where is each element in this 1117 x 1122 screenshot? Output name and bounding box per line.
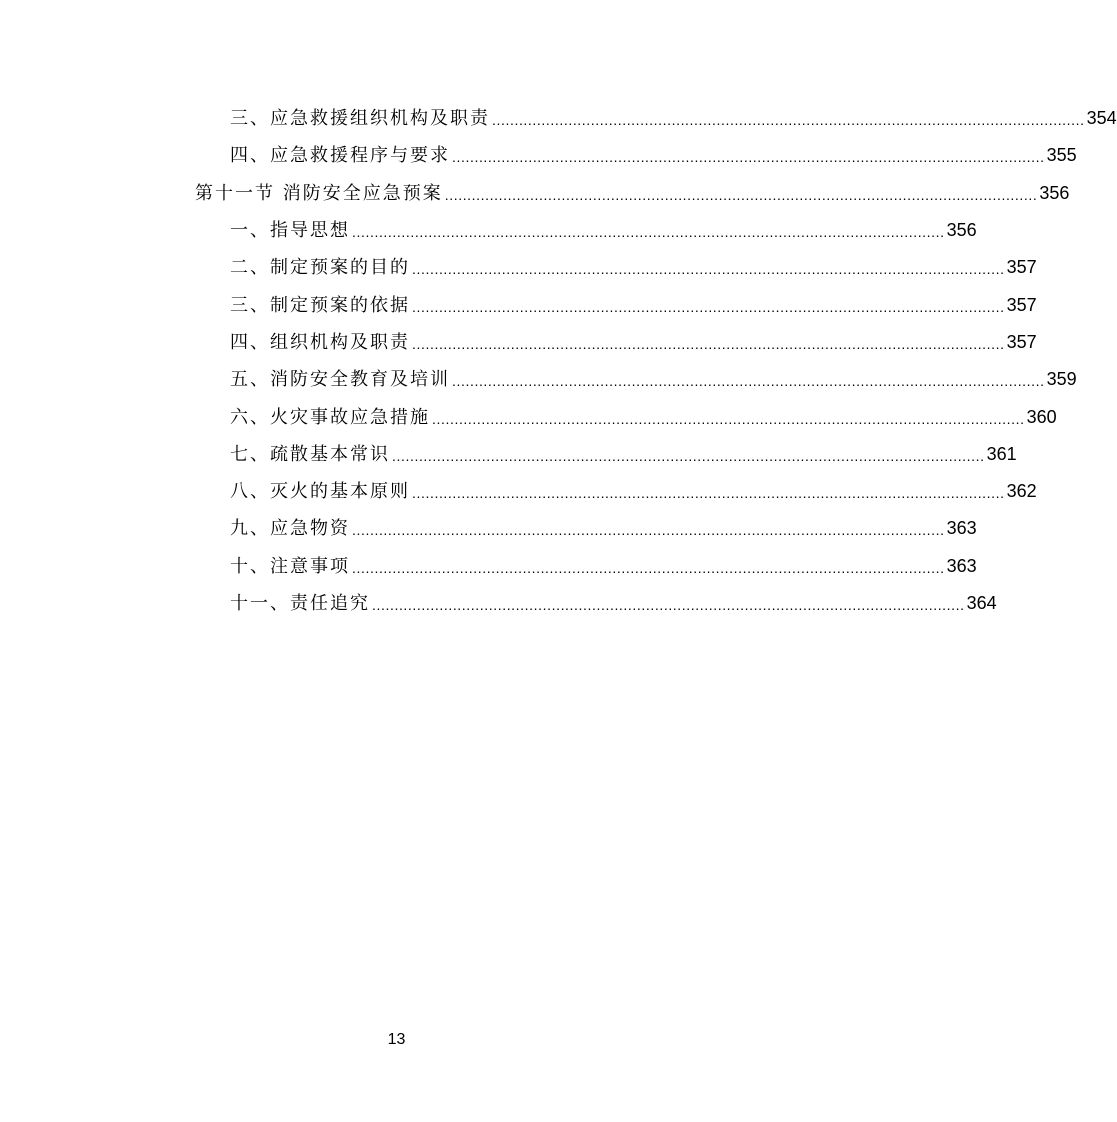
toc-entry-page: 361 [986,443,1017,464]
toc-entry[interactable] [0,286,1037,323]
toc-entry-title: 三、应急救援组织机构及职责 [230,108,490,130]
toc-entry-page: 357 [1006,294,1037,315]
toc-leader-dots: .................................................................................................................................... [352,224,945,241]
toc-leader-dots: .................................................................................................................................... [452,373,1045,390]
toc-entry-page: 357 [1006,257,1037,278]
toc-entry[interactable] [0,436,1017,473]
toc-entry-title: 九、应急物资 [230,518,350,540]
toc-entry-title: 三、制定预案的依据 [230,294,410,316]
toc-entry[interactable] [0,249,1037,286]
toc-leader-dots: .................................................................................................................................... [444,186,1038,203]
toc-entry[interactable] [0,175,1070,212]
table-of-contents [0,100,1117,622]
toc-leader-dots: .................................................................................................................................... [372,597,965,613]
toc-entry[interactable] [0,324,1037,361]
toc-entry-page: 362 [1006,481,1037,502]
toc-entry-title: 十一、责任追究 [230,593,370,614]
toc-entry-page: 364 [966,593,997,613]
toc-entry-title: 十、注意事项 [230,555,350,577]
toc-entry-page: 354 [1086,108,1117,129]
toc-entry-title: 四、应急救援程序与要求 [230,145,450,167]
toc-entry-page: 355 [1046,145,1077,166]
toc-entry-page: 356 [946,220,977,241]
toc-leader-dots: .................................................................................................................................... [352,559,945,576]
toc-entry[interactable] [0,585,997,622]
toc-leader-dots: .................................................................................................................................... [412,298,1005,315]
toc-leader-dots: .................................................................................................................................... [392,447,985,464]
toc-entry[interactable] [0,548,977,585]
toc-entry-title: 五、消防安全教育及培训 [230,369,450,391]
toc-entry[interactable] [0,212,977,249]
toc-leader-dots: .................................................................................................................................... [452,149,1045,166]
toc-entry-title: 七、疏散基本常识 [230,443,390,465]
toc-entry[interactable] [0,361,1077,398]
toc-entry-title: 四、组织机构及职责 [230,331,410,353]
toc-entry[interactable] [0,510,977,547]
toc-entry[interactable] [0,137,1077,174]
toc-entry-title: 一、指导思想 [230,220,350,242]
toc-leader-dots: .................................................................................................................................... [412,261,1005,278]
toc-entry-page: 359 [1046,369,1077,390]
toc-entry-page: 356 [1039,182,1070,203]
toc-entry-page: 360 [1026,406,1057,427]
toc-entry-title: 二、制定预案的目的 [230,257,410,279]
toc-entry[interactable] [0,398,1057,435]
toc-entry-title: 第十一节 消防安全应急预案 [195,182,443,204]
toc-leader-dots: .................................................................................................................................... [412,485,1005,502]
toc-entry[interactable] [0,473,1037,510]
toc-leader-dots: .................................................................................................................................... [432,410,1025,427]
page-number: 13 [387,1031,406,1048]
toc-entry-title: 六、火灾事故应急措施 [230,406,430,428]
toc-entry-page: 357 [1006,331,1037,352]
toc-entry-page: 363 [946,518,977,539]
toc-leader-dots: .................................................................................................................................... [412,335,1005,352]
toc-leader-dots: .................................................................................................................................... [352,522,945,539]
toc-entry-page: 363 [946,555,977,576]
toc-entry-title: 八、灭火的基本原则 [230,481,410,503]
toc-entry[interactable] [0,100,1117,137]
toc-leader-dots: .................................................................................................................................... [492,112,1085,129]
